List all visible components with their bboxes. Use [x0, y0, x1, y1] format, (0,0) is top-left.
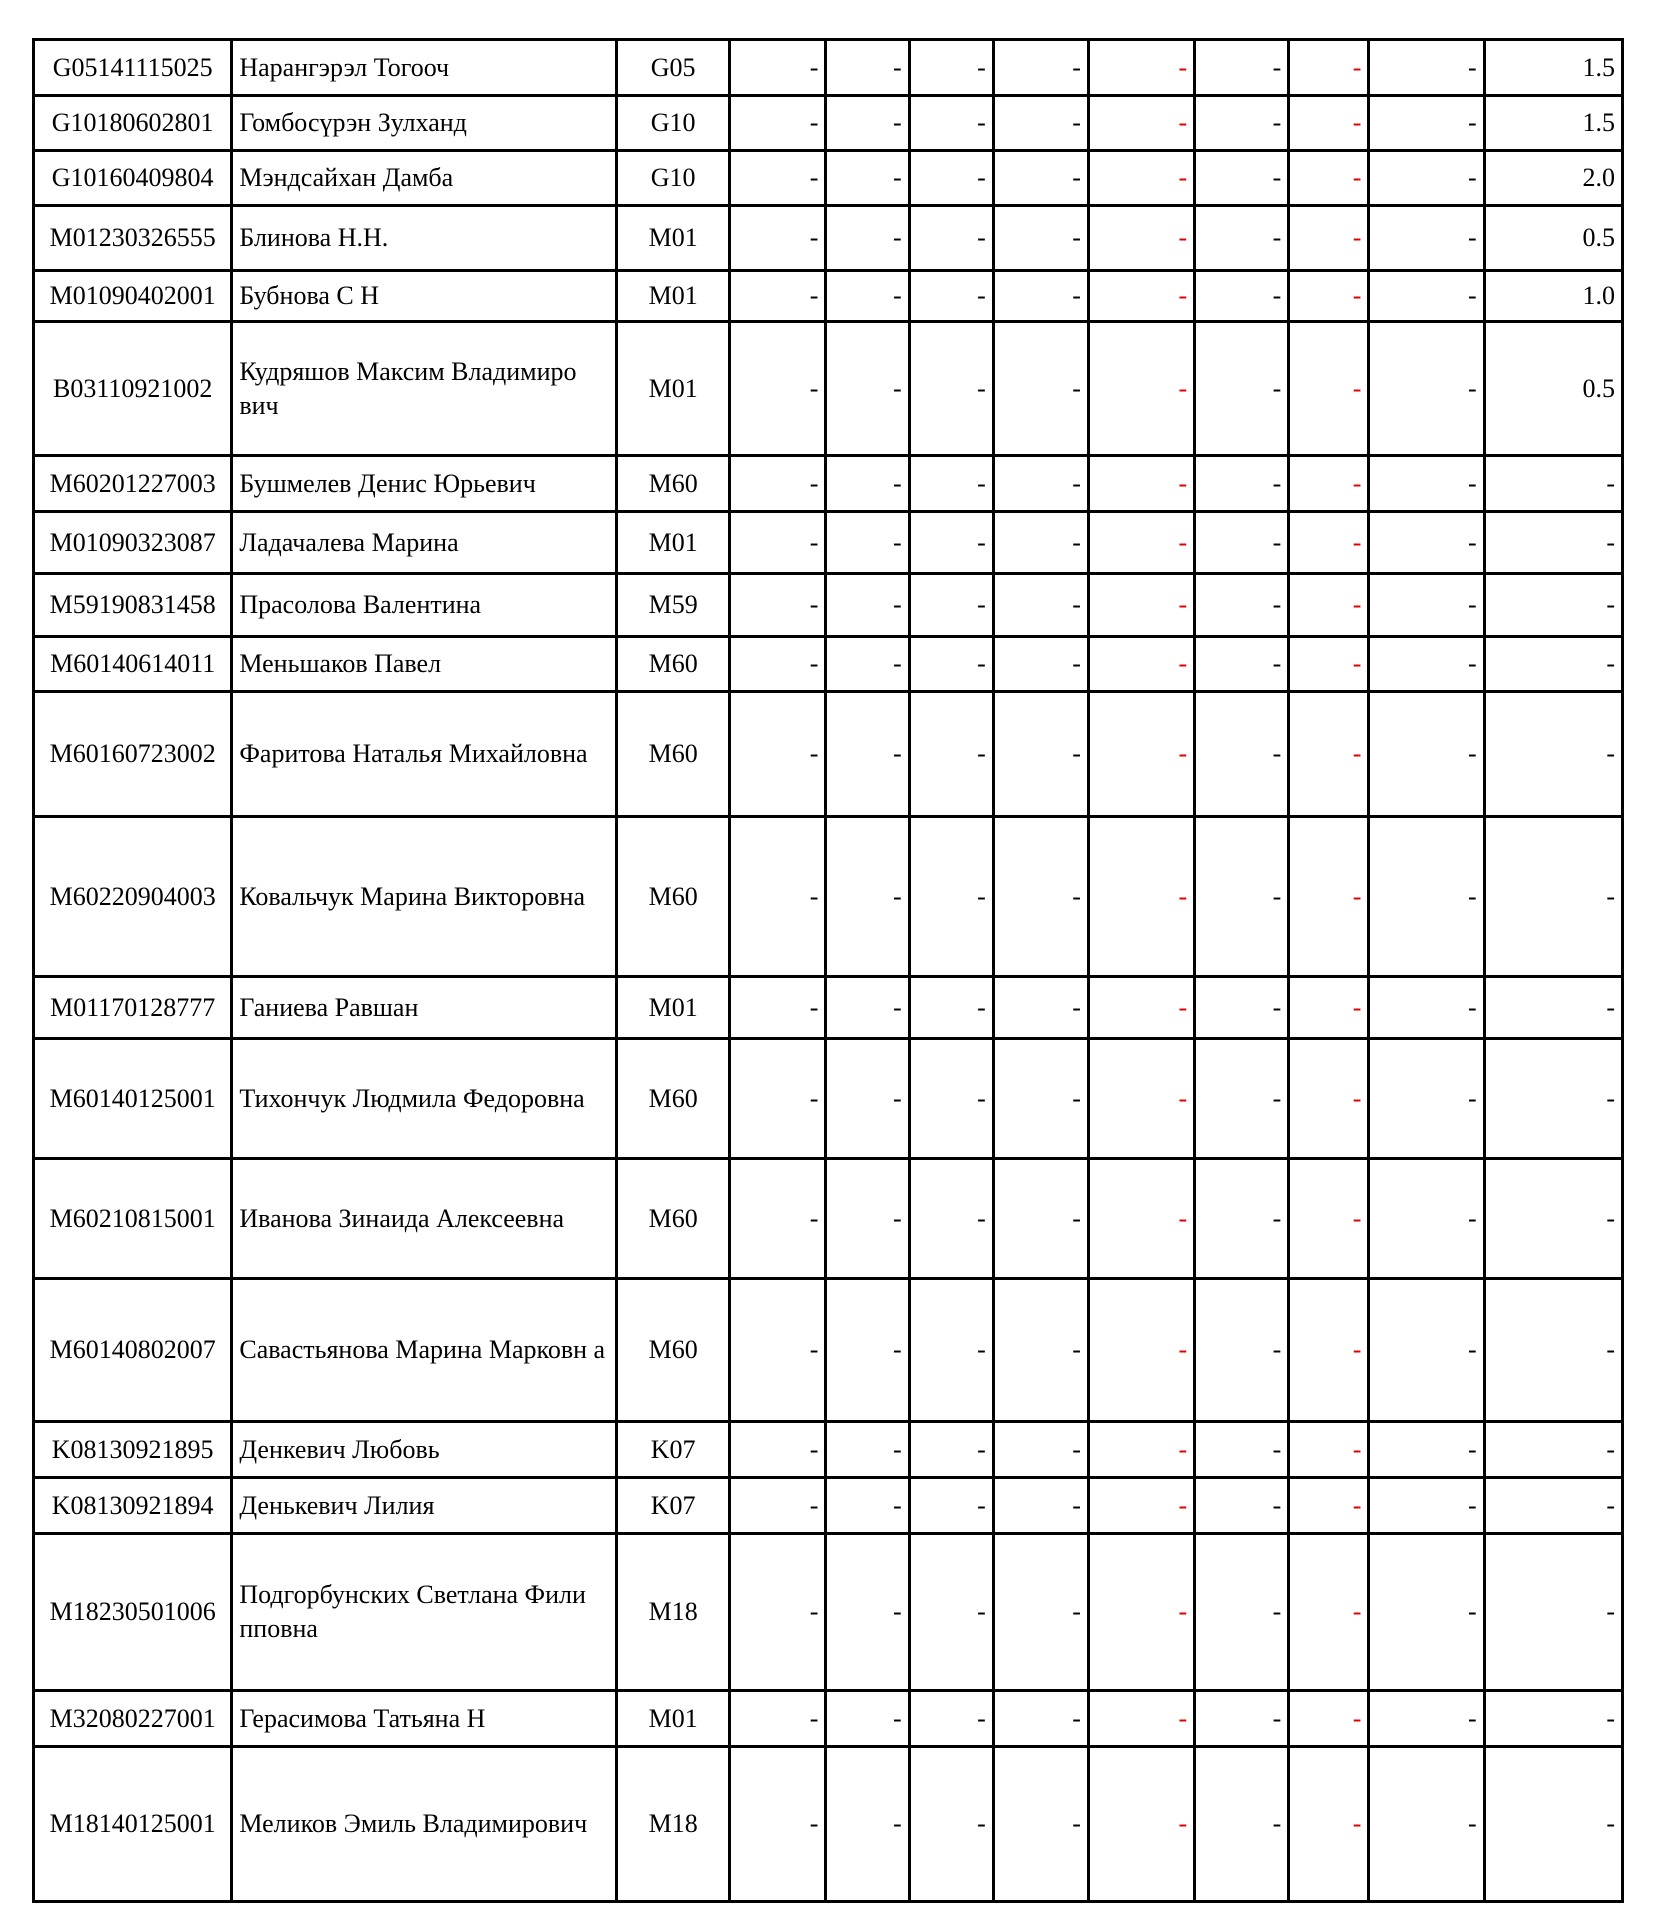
table-row	[34, 206, 1623, 271]
value-cell: -	[826, 1691, 909, 1747]
record-id-cell: B03110921002	[34, 322, 232, 456]
group-code-cell: M60	[617, 637, 730, 692]
value-cell: -	[993, 151, 1088, 206]
value-cell: -	[993, 40, 1088, 96]
table-row	[34, 1691, 1623, 1747]
person-name-cell: Денькевич Лилия	[232, 1478, 617, 1534]
value-cell: -	[1289, 1159, 1369, 1279]
value-cell: -	[909, 1478, 993, 1534]
value-cell: -	[909, 1039, 993, 1159]
person-name-cell: Ганиева Равшан	[232, 977, 617, 1039]
value-cell: -	[1195, 271, 1289, 322]
value-cell: -	[993, 271, 1088, 322]
group-code-cell: M01	[617, 322, 730, 456]
total-cell: 1.0	[1484, 271, 1622, 322]
total-cell: 2.0	[1484, 151, 1622, 206]
value-cell: -	[909, 692, 993, 817]
value-cell: -	[909, 206, 993, 271]
value-cell: -	[1088, 206, 1194, 271]
person-name-cell: Денкевич Любовь	[232, 1422, 617, 1478]
record-id-cell: K08130921894	[34, 1478, 232, 1534]
value-cell: -	[1369, 817, 1484, 977]
value-cell: -	[1195, 977, 1289, 1039]
value-cell: -	[993, 977, 1088, 1039]
person-name-cell: Нарангэрэл Тогооч	[232, 40, 617, 96]
value-cell: -	[826, 1534, 909, 1691]
value-cell: -	[1289, 1691, 1369, 1747]
value-cell: -	[730, 456, 826, 512]
value-cell: -	[993, 574, 1088, 637]
value-cell: -	[1369, 637, 1484, 692]
value-cell: -	[1289, 817, 1369, 977]
group-code-cell: M18	[617, 1534, 730, 1691]
value-cell: -	[1088, 977, 1194, 1039]
value-cell: -	[1195, 692, 1289, 817]
total-cell: -	[1484, 977, 1622, 1039]
value-cell: -	[909, 977, 993, 1039]
value-cell: -	[1195, 1691, 1289, 1747]
value-cell: -	[826, 977, 909, 1039]
value-cell: -	[826, 637, 909, 692]
value-cell: -	[1088, 574, 1194, 637]
table-row	[34, 1159, 1623, 1279]
record-id-cell: M59190831458	[34, 574, 232, 637]
group-code-cell: M01	[617, 977, 730, 1039]
value-cell: -	[1195, 322, 1289, 456]
record-id-cell: M60140802007	[34, 1279, 232, 1422]
value-cell: -	[730, 1747, 826, 1902]
person-name-cell: Герасимова Татьяна Н	[232, 1691, 617, 1747]
value-cell: -	[1289, 1747, 1369, 1902]
group-code-cell: M60	[617, 692, 730, 817]
total-cell: 0.5	[1484, 322, 1622, 456]
value-cell: -	[1289, 1039, 1369, 1159]
value-cell: -	[1088, 96, 1194, 151]
value-cell: -	[1369, 1691, 1484, 1747]
value-cell: -	[993, 1159, 1088, 1279]
value-cell: -	[1195, 574, 1289, 637]
value-cell: -	[826, 817, 909, 977]
value-cell: -	[826, 151, 909, 206]
group-code-cell: G10	[617, 151, 730, 206]
group-code-cell: M60	[617, 817, 730, 977]
value-cell: -	[730, 977, 826, 1039]
person-name-cell: Бушмелев Денис Юрьевич	[232, 456, 617, 512]
value-cell: -	[1289, 322, 1369, 456]
value-cell: -	[1088, 40, 1194, 96]
value-cell: -	[1289, 1422, 1369, 1478]
value-cell: -	[826, 456, 909, 512]
value-cell: -	[993, 512, 1088, 574]
data-table	[32, 38, 1624, 1903]
value-cell: -	[730, 1534, 826, 1691]
value-cell: -	[826, 206, 909, 271]
table-row	[34, 977, 1623, 1039]
record-id-cell: M60201227003	[34, 456, 232, 512]
value-cell: -	[1289, 1279, 1369, 1422]
value-cell: -	[730, 151, 826, 206]
value-cell: -	[1195, 456, 1289, 512]
person-name-cell: Мэндсайхан Дамба	[232, 151, 617, 206]
value-cell: -	[826, 322, 909, 456]
table-row	[34, 151, 1623, 206]
value-cell: -	[1289, 574, 1369, 637]
value-cell: -	[730, 271, 826, 322]
total-cell: 0.5	[1484, 206, 1622, 271]
value-cell: -	[1369, 322, 1484, 456]
table-row	[34, 692, 1623, 817]
value-cell: -	[730, 1422, 826, 1478]
total-cell: -	[1484, 1747, 1622, 1902]
value-cell: -	[730, 206, 826, 271]
record-id-cell: K08130921895	[34, 1422, 232, 1478]
value-cell: -	[909, 1159, 993, 1279]
table-row	[34, 322, 1623, 456]
total-cell: -	[1484, 817, 1622, 977]
table-row	[34, 574, 1623, 637]
value-cell: -	[1289, 96, 1369, 151]
value-cell: -	[1195, 1159, 1289, 1279]
value-cell: -	[730, 817, 826, 977]
record-id-cell: M60140614011	[34, 637, 232, 692]
value-cell: -	[1369, 96, 1484, 151]
group-code-cell: G05	[617, 40, 730, 96]
person-name-cell: Кудряшов Максим Владимиро вич	[232, 322, 617, 456]
total-cell: 1.5	[1484, 40, 1622, 96]
total-cell: 1.5	[1484, 96, 1622, 151]
value-cell: -	[1369, 977, 1484, 1039]
group-code-cell: K07	[617, 1478, 730, 1534]
value-cell: -	[1195, 206, 1289, 271]
value-cell: -	[1369, 512, 1484, 574]
value-cell: -	[909, 322, 993, 456]
table-row	[34, 271, 1623, 322]
value-cell: -	[826, 1478, 909, 1534]
record-id-cell: M01090323087	[34, 512, 232, 574]
record-id-cell: M60210815001	[34, 1159, 232, 1279]
value-cell: -	[1088, 1039, 1194, 1159]
value-cell: -	[1195, 1747, 1289, 1902]
value-cell: -	[1195, 96, 1289, 151]
total-cell: -	[1484, 1534, 1622, 1691]
group-code-cell: M60	[617, 1279, 730, 1422]
total-cell: -	[1484, 692, 1622, 817]
value-cell: -	[1289, 512, 1369, 574]
value-cell: -	[993, 637, 1088, 692]
value-cell: -	[909, 151, 993, 206]
person-name-cell: Иванова Зинаида Алексеевна	[232, 1159, 617, 1279]
value-cell: -	[826, 1747, 909, 1902]
value-cell: -	[993, 692, 1088, 817]
record-id-cell: M18230501006	[34, 1534, 232, 1691]
record-id-cell: M60140125001	[34, 1039, 232, 1159]
value-cell: -	[1088, 817, 1194, 977]
value-cell: -	[826, 512, 909, 574]
value-cell: -	[909, 271, 993, 322]
value-cell: -	[993, 96, 1088, 151]
person-name-cell: Подгорбунских Светлана Фили пповна	[232, 1534, 617, 1691]
value-cell: -	[1289, 271, 1369, 322]
value-cell: -	[1289, 1478, 1369, 1534]
record-id-cell: G10180602801	[34, 96, 232, 151]
value-cell: -	[1289, 977, 1369, 1039]
person-name-cell: Фаритова Наталья Михайловна	[232, 692, 617, 817]
value-cell: -	[1369, 1478, 1484, 1534]
value-cell: -	[1195, 1534, 1289, 1691]
record-id-cell: M01090402001	[34, 271, 232, 322]
record-id-cell: M01230326555	[34, 206, 232, 271]
table-row	[34, 637, 1623, 692]
table-row	[34, 40, 1623, 96]
value-cell: -	[1088, 512, 1194, 574]
value-cell: -	[993, 1691, 1088, 1747]
value-cell: -	[1289, 151, 1369, 206]
table-row	[34, 96, 1623, 151]
group-code-cell: G10	[617, 96, 730, 151]
value-cell: -	[1088, 637, 1194, 692]
person-name-cell: Блинова Н.Н.	[232, 206, 617, 271]
value-cell: -	[909, 1691, 993, 1747]
value-cell: -	[1088, 271, 1194, 322]
value-cell: -	[1369, 456, 1484, 512]
value-cell: -	[1369, 1534, 1484, 1691]
value-cell: -	[730, 1478, 826, 1534]
table-row	[34, 1534, 1623, 1691]
value-cell: -	[730, 1279, 826, 1422]
value-cell: -	[1369, 40, 1484, 96]
value-cell: -	[909, 40, 993, 96]
value-cell: -	[1289, 1534, 1369, 1691]
record-id-cell: M60160723002	[34, 692, 232, 817]
value-cell: -	[1088, 1478, 1194, 1534]
value-cell: -	[909, 1534, 993, 1691]
record-id-cell: M18140125001	[34, 1747, 232, 1902]
record-id-cell: G05141115025	[34, 40, 232, 96]
value-cell: -	[730, 1159, 826, 1279]
group-code-cell: M60	[617, 1159, 730, 1279]
value-cell: -	[826, 96, 909, 151]
total-cell: -	[1484, 1691, 1622, 1747]
total-cell: -	[1484, 574, 1622, 637]
value-cell: -	[1088, 456, 1194, 512]
value-cell: -	[993, 1534, 1088, 1691]
value-cell: -	[1369, 1279, 1484, 1422]
person-name-cell: Гомбосүрэн Зулханд	[232, 96, 617, 151]
group-code-cell: M60	[617, 456, 730, 512]
person-name-cell: Тихончук Людмила Федоровна	[232, 1039, 617, 1159]
value-cell: -	[909, 637, 993, 692]
record-id-cell: G10160409804	[34, 151, 232, 206]
value-cell: -	[1369, 271, 1484, 322]
value-cell: -	[826, 40, 909, 96]
value-cell: -	[730, 1691, 826, 1747]
group-code-cell: M59	[617, 574, 730, 637]
total-cell: -	[1484, 456, 1622, 512]
group-code-cell: M18	[617, 1747, 730, 1902]
value-cell: -	[1088, 151, 1194, 206]
total-cell: -	[1484, 637, 1622, 692]
group-code-cell: M01	[617, 271, 730, 322]
value-cell: -	[826, 574, 909, 637]
value-cell: -	[1369, 206, 1484, 271]
person-name-cell: Бубнова С Н	[232, 271, 617, 322]
value-cell: -	[1369, 1422, 1484, 1478]
value-cell: -	[730, 1039, 826, 1159]
table-row	[34, 1478, 1623, 1534]
group-code-cell: K07	[617, 1422, 730, 1478]
person-name-cell: Меликов Эмиль Владимирович	[232, 1747, 617, 1902]
record-id-cell: M01170128777	[34, 977, 232, 1039]
value-cell: -	[1088, 1279, 1194, 1422]
value-cell: -	[730, 322, 826, 456]
value-cell: -	[1195, 1478, 1289, 1534]
value-cell: -	[993, 1478, 1088, 1534]
value-cell: -	[909, 1279, 993, 1422]
value-cell: -	[1369, 1747, 1484, 1902]
value-cell: -	[1289, 456, 1369, 512]
table-row	[34, 512, 1623, 574]
value-cell: -	[909, 96, 993, 151]
group-code-cell: M60	[617, 1039, 730, 1159]
value-cell: -	[1195, 637, 1289, 692]
value-cell: -	[1088, 1691, 1194, 1747]
value-cell: -	[730, 96, 826, 151]
value-cell: -	[1088, 1159, 1194, 1279]
value-cell: -	[1195, 512, 1289, 574]
value-cell: -	[826, 271, 909, 322]
value-cell: -	[1289, 637, 1369, 692]
value-cell: -	[1369, 1039, 1484, 1159]
person-name-cell: Савастьянова Марина Марковн а	[232, 1279, 617, 1422]
value-cell: -	[1369, 1159, 1484, 1279]
value-cell: -	[730, 40, 826, 96]
value-cell: -	[730, 574, 826, 637]
value-cell: -	[993, 206, 1088, 271]
value-cell: -	[909, 456, 993, 512]
value-cell: -	[993, 1279, 1088, 1422]
value-cell: -	[826, 1159, 909, 1279]
value-cell: -	[730, 637, 826, 692]
value-cell: -	[993, 1422, 1088, 1478]
value-cell: -	[993, 1747, 1088, 1902]
record-id-cell: M32080227001	[34, 1691, 232, 1747]
record-id-cell: M60220904003	[34, 817, 232, 977]
group-code-cell: M01	[617, 1691, 730, 1747]
value-cell: -	[993, 322, 1088, 456]
value-cell: -	[1195, 1279, 1289, 1422]
person-name-cell: Прасолова Валентина	[232, 574, 617, 637]
group-code-cell: M01	[617, 512, 730, 574]
value-cell: -	[826, 692, 909, 817]
total-cell: -	[1484, 1039, 1622, 1159]
value-cell: -	[993, 1039, 1088, 1159]
value-cell: -	[1195, 1422, 1289, 1478]
value-cell: -	[1369, 151, 1484, 206]
value-cell: -	[1289, 206, 1369, 271]
person-name-cell: Ковальчук Марина Викторовна	[232, 817, 617, 977]
value-cell: -	[1195, 40, 1289, 96]
total-cell: -	[1484, 1159, 1622, 1279]
value-cell: -	[1289, 40, 1369, 96]
value-cell: -	[1369, 574, 1484, 637]
value-cell: -	[826, 1279, 909, 1422]
value-cell: -	[730, 692, 826, 817]
value-cell: -	[730, 512, 826, 574]
table-row	[34, 1039, 1623, 1159]
table-row	[34, 1747, 1623, 1902]
table-body	[34, 40, 1623, 1902]
value-cell: -	[826, 1422, 909, 1478]
value-cell: -	[909, 1747, 993, 1902]
person-name-cell: Ладачалева Марина	[232, 512, 617, 574]
value-cell: -	[993, 456, 1088, 512]
value-cell: -	[1088, 1747, 1194, 1902]
value-cell: -	[909, 817, 993, 977]
table-row	[34, 1422, 1623, 1478]
value-cell: -	[1195, 1039, 1289, 1159]
table-row	[34, 1279, 1623, 1422]
value-cell: -	[1088, 1534, 1194, 1691]
value-cell: -	[1289, 692, 1369, 817]
value-cell: -	[1369, 692, 1484, 817]
value-cell: -	[1088, 692, 1194, 817]
table-row	[34, 456, 1623, 512]
value-cell: -	[909, 574, 993, 637]
value-cell: -	[1088, 1422, 1194, 1478]
value-cell: -	[1195, 817, 1289, 977]
total-cell: -	[1484, 1422, 1622, 1478]
value-cell: -	[909, 1422, 993, 1478]
value-cell: -	[1088, 322, 1194, 456]
person-name-cell: Меньшаков Павел	[232, 637, 617, 692]
total-cell: -	[1484, 1279, 1622, 1422]
value-cell: -	[1195, 151, 1289, 206]
value-cell: -	[993, 817, 1088, 977]
value-cell: -	[826, 1039, 909, 1159]
value-cell: -	[909, 512, 993, 574]
group-code-cell: M01	[617, 206, 730, 271]
total-cell: -	[1484, 1478, 1622, 1534]
total-cell: -	[1484, 512, 1622, 574]
table-row	[34, 817, 1623, 977]
